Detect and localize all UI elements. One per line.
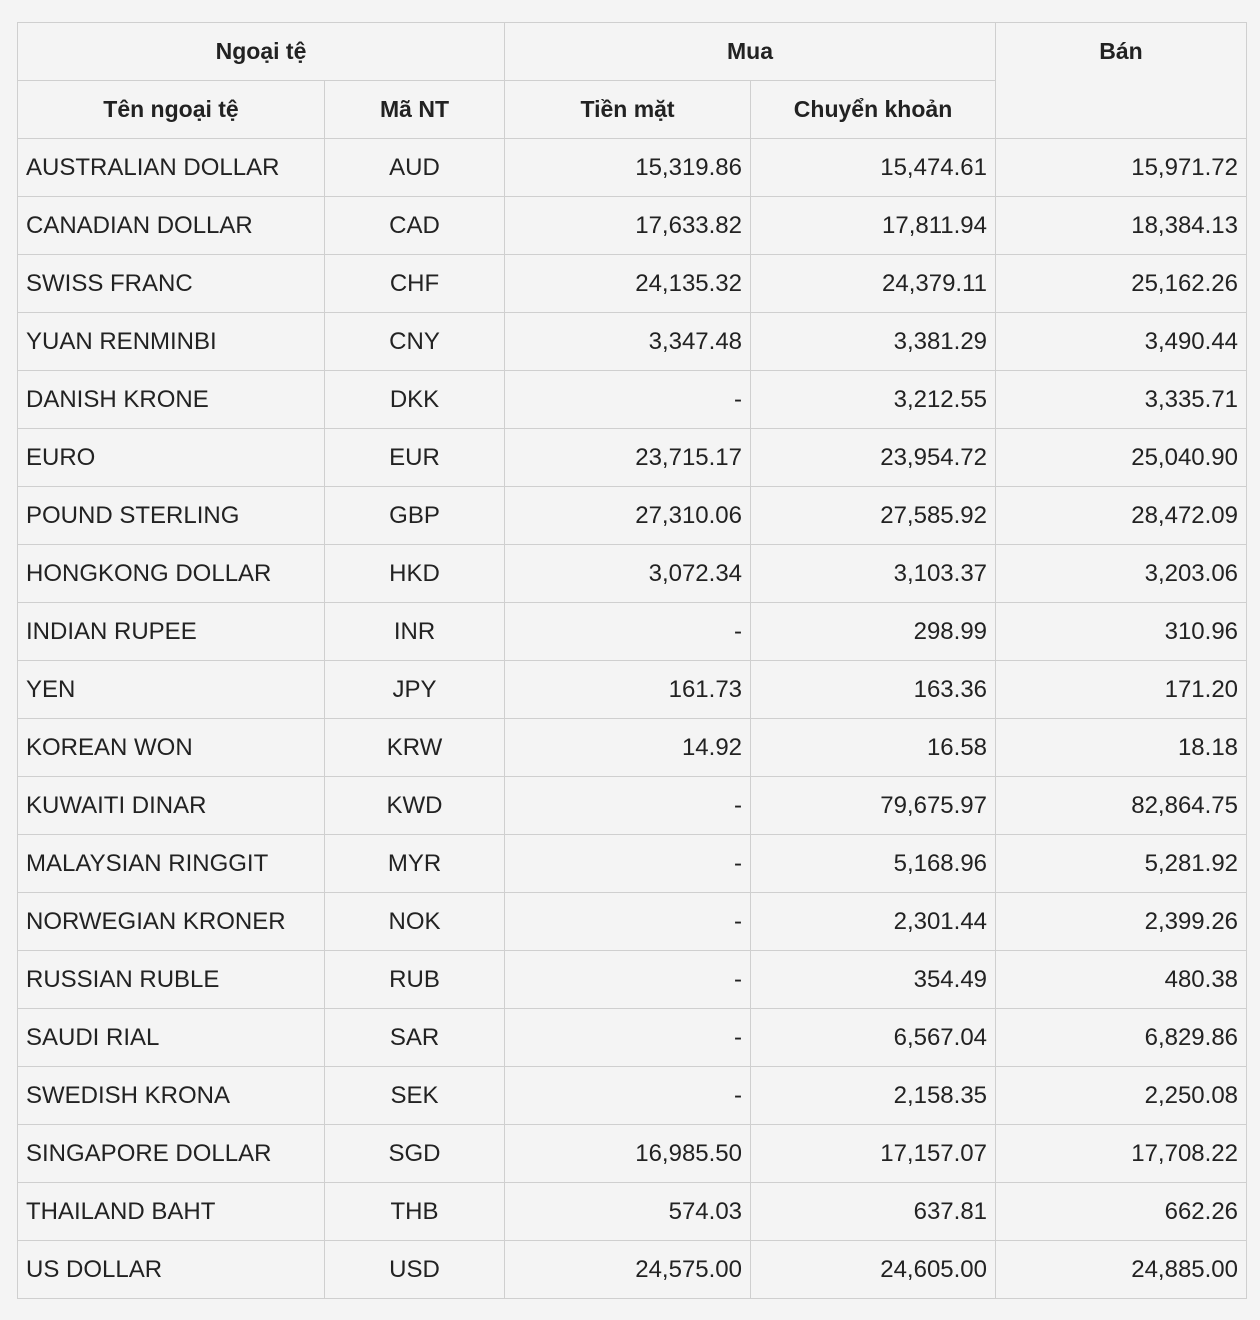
buy-cash-rate: 27,310.06: [505, 487, 751, 545]
buy-cash-rate: 3,072.34: [505, 545, 751, 603]
table-row: [18, 545, 1247, 603]
currency-name: HONGKONG DOLLAR: [18, 545, 325, 603]
buy-cash-rate: 23,715.17: [505, 429, 751, 487]
currency-name: SWISS FRANC: [18, 255, 325, 313]
buy-transfer-rate: 24,379.11: [751, 255, 996, 313]
currency-name: SWEDISH KRONA: [18, 1067, 325, 1125]
sell-rate: 310.96: [996, 603, 1247, 661]
sell-rate: 82,864.75: [996, 777, 1247, 835]
table-row: [18, 1125, 1247, 1183]
table-row: [18, 1241, 1247, 1299]
currency-code: KRW: [325, 719, 505, 777]
buy-transfer-rate: 3,381.29: [751, 313, 996, 371]
sell-rate: 15,971.72: [996, 139, 1247, 197]
buy-transfer-rate: 27,585.92: [751, 487, 996, 545]
sell-rate: 17,708.22: [996, 1125, 1247, 1183]
currency-code: SGD: [325, 1125, 505, 1183]
buy-transfer-rate: 24,605.00: [751, 1241, 996, 1299]
header-transfer: Chuyển khoản: [751, 81, 996, 139]
header-cash: Tiền mặt: [505, 81, 751, 139]
currency-name: MALAYSIAN RINGGIT: [18, 835, 325, 893]
currency-code: CNY: [325, 313, 505, 371]
sell-rate: 480.38: [996, 951, 1247, 1009]
buy-cash-rate: -: [505, 893, 751, 951]
buy-transfer-rate: 3,212.55: [751, 371, 996, 429]
currency-name: KOREAN WON: [18, 719, 325, 777]
currency-name: SINGAPORE DOLLAR: [18, 1125, 325, 1183]
buy-cash-rate: -: [505, 1009, 751, 1067]
table-row: [18, 603, 1247, 661]
table-row: [18, 313, 1247, 371]
buy-cash-rate: -: [505, 835, 751, 893]
currency-code: HKD: [325, 545, 505, 603]
buy-cash-rate: -: [505, 371, 751, 429]
currency-code: NOK: [325, 893, 505, 951]
exchange-rate-table: [17, 22, 1247, 1299]
currency-code: AUD: [325, 139, 505, 197]
buy-transfer-rate: 23,954.72: [751, 429, 996, 487]
currency-code: INR: [325, 603, 505, 661]
currency-code: KWD: [325, 777, 505, 835]
buy-cash-rate: -: [505, 603, 751, 661]
header-foreign-currency: Ngoại tệ: [18, 23, 505, 81]
currency-name: SAUDI RIAL: [18, 1009, 325, 1067]
buy-transfer-rate: 15,474.61: [751, 139, 996, 197]
sell-rate: 171.20: [996, 661, 1247, 719]
buy-cash-rate: 161.73: [505, 661, 751, 719]
currency-code: CAD: [325, 197, 505, 255]
table-row: [18, 139, 1247, 197]
currency-code: CHF: [325, 255, 505, 313]
sell-rate: 662.26: [996, 1183, 1247, 1241]
table-row: [18, 1009, 1247, 1067]
table-row: [18, 893, 1247, 951]
sell-rate: 3,335.71: [996, 371, 1247, 429]
table-row: [18, 719, 1247, 777]
sell-rate: 18,384.13: [996, 197, 1247, 255]
table-row: [18, 371, 1247, 429]
currency-name: US DOLLAR: [18, 1241, 325, 1299]
buy-cash-rate: 17,633.82: [505, 197, 751, 255]
currency-name: NORWEGIAN KRONER: [18, 893, 325, 951]
currency-code: JPY: [325, 661, 505, 719]
table-row: [18, 1183, 1247, 1241]
buy-cash-rate: 15,319.86: [505, 139, 751, 197]
currency-code: SEK: [325, 1067, 505, 1125]
header-currency-code: Mã NT: [325, 81, 505, 139]
table-row: [18, 1067, 1247, 1125]
buy-transfer-rate: 3,103.37: [751, 545, 996, 603]
table-row: [18, 777, 1247, 835]
sell-rate: 6,829.86: [996, 1009, 1247, 1067]
currency-name: POUND STERLING: [18, 487, 325, 545]
sell-rate: 25,040.90: [996, 429, 1247, 487]
sell-rate: 25,162.26: [996, 255, 1247, 313]
buy-cash-rate: 574.03: [505, 1183, 751, 1241]
table-row: [18, 951, 1247, 1009]
currency-code: SAR: [325, 1009, 505, 1067]
currency-name: THAILAND BAHT: [18, 1183, 325, 1241]
sell-rate: 3,490.44: [996, 313, 1247, 371]
table-row: [18, 661, 1247, 719]
buy-cash-rate: -: [505, 777, 751, 835]
buy-cash-rate: -: [505, 1067, 751, 1125]
currency-name: CANADIAN DOLLAR: [18, 197, 325, 255]
buy-transfer-rate: 298.99: [751, 603, 996, 661]
table-row: [18, 487, 1247, 545]
table-row: [18, 255, 1247, 313]
currency-name: KUWAITI DINAR: [18, 777, 325, 835]
buy-transfer-rate: 79,675.97: [751, 777, 996, 835]
currency-code: RUB: [325, 951, 505, 1009]
buy-transfer-rate: 5,168.96: [751, 835, 996, 893]
buy-cash-rate: 24,135.32: [505, 255, 751, 313]
sell-rate: 28,472.09: [996, 487, 1247, 545]
currency-code: THB: [325, 1183, 505, 1241]
table-row: [18, 835, 1247, 893]
sell-rate: 3,203.06: [996, 545, 1247, 603]
sell-rate: 5,281.92: [996, 835, 1247, 893]
sell-rate: 2,250.08: [996, 1067, 1247, 1125]
buy-cash-rate: 14.92: [505, 719, 751, 777]
table-body: [18, 139, 1247, 1299]
buy-cash-rate: 3,347.48: [505, 313, 751, 371]
buy-transfer-rate: 2,301.44: [751, 893, 996, 951]
buy-transfer-rate: 17,157.07: [751, 1125, 996, 1183]
buy-cash-rate: -: [505, 951, 751, 1009]
table-row: [18, 197, 1247, 255]
table-header: [18, 23, 1247, 139]
currency-code: MYR: [325, 835, 505, 893]
buy-transfer-rate: 17,811.94: [751, 197, 996, 255]
buy-transfer-rate: 16.58: [751, 719, 996, 777]
sell-rate: 2,399.26: [996, 893, 1247, 951]
currency-name: RUSSIAN RUBLE: [18, 951, 325, 1009]
buy-transfer-rate: 354.49: [751, 951, 996, 1009]
buy-transfer-rate: 2,158.35: [751, 1067, 996, 1125]
currency-name: YUAN RENMINBI: [18, 313, 325, 371]
buy-transfer-rate: 6,567.04: [751, 1009, 996, 1067]
sell-rate: 24,885.00: [996, 1241, 1247, 1299]
currency-name: AUSTRALIAN DOLLAR: [18, 139, 325, 197]
table-row: [18, 429, 1247, 487]
sell-rate: 18.18: [996, 719, 1247, 777]
header-currency-name: Tên ngoại tệ: [18, 81, 325, 139]
currency-code: EUR: [325, 429, 505, 487]
currency-code: GBP: [325, 487, 505, 545]
currency-name: DANISH KRONE: [18, 371, 325, 429]
buy-transfer-rate: 163.36: [751, 661, 996, 719]
buy-cash-rate: 16,985.50: [505, 1125, 751, 1183]
currency-code: USD: [325, 1241, 505, 1299]
currency-name: INDIAN RUPEE: [18, 603, 325, 661]
currency-code: DKK: [325, 371, 505, 429]
buy-cash-rate: 24,575.00: [505, 1241, 751, 1299]
header-buy: Mua: [505, 23, 996, 81]
buy-transfer-rate: 637.81: [751, 1183, 996, 1241]
header-group-row: [18, 23, 1247, 81]
header-sell: Bán: [996, 23, 1247, 139]
currency-name: YEN: [18, 661, 325, 719]
currency-name: EURO: [18, 429, 325, 487]
